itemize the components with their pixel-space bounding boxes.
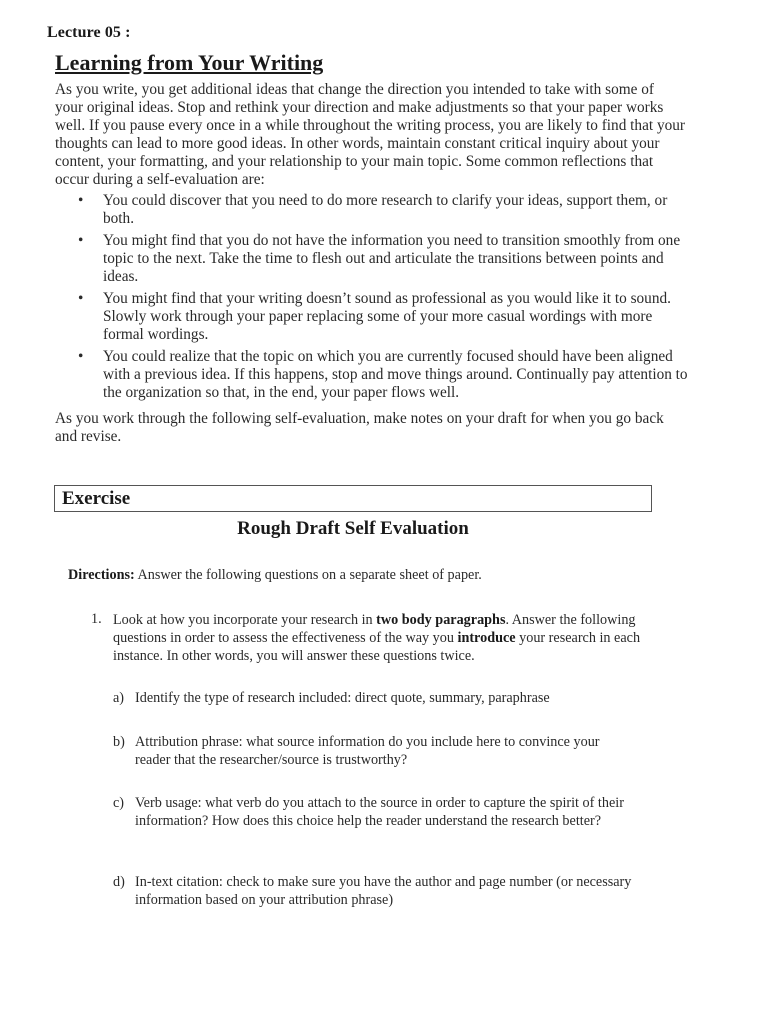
subitem-d xyxy=(113,873,633,909)
subitem-b xyxy=(113,733,633,769)
list-item xyxy=(55,192,695,228)
list-item xyxy=(55,232,695,286)
exercise-label: Exercise xyxy=(62,488,131,509)
page-title: Learning from Your Writing xyxy=(55,50,324,75)
exercise-title: Rough Draft Self Evaluation xyxy=(237,518,469,539)
subitem-letter: a) xyxy=(113,690,125,706)
list-item-text: You might find that you do not have the information you need to transition smoothly from one topic to the next. Take the time to flesh out and articulate the transitions between points and ideas. xyxy=(103,232,681,285)
closing-paragraph: As you work through the following self-evaluation, make notes on your draft for when you go back and revise. xyxy=(55,410,664,445)
list-item-text: You might find that your writing doesn’t sound as professional as you would like it to sound. Slowly work through your paper replacing some of your more casual wordings with more formal wordings. xyxy=(103,290,671,343)
directions-text: Answer the following questions on a separate sheet of paper. xyxy=(134,567,482,583)
exercise-header-box xyxy=(54,485,652,512)
directions-label: Directions: xyxy=(68,567,135,583)
bullet-icon: • xyxy=(78,232,84,249)
list-item-text: You could discover that you need to do more research to clarify your ideas, support them, or both. xyxy=(103,192,668,227)
subitem-letter: c) xyxy=(113,795,125,811)
bullet-icon: • xyxy=(78,290,84,307)
subitem-letter: b) xyxy=(113,734,125,750)
bullet-icon: • xyxy=(78,192,84,209)
subitem-text: Verb usage: what verb do you attach to the source in order to capture the spirit of their information? How does this choice help the reader understand the research better? xyxy=(135,795,624,829)
directions xyxy=(68,567,482,584)
lecture-label: Lecture 05 : xyxy=(47,24,131,41)
question-emphasis-body-paragraphs: two body paragraphs xyxy=(376,612,506,628)
subitem-text: In-text citation: check to make sure you have the author and page number (or necessary information based on your attribution phrase) xyxy=(135,874,632,908)
bullet-icon: • xyxy=(78,348,84,365)
reflection-list xyxy=(55,192,695,406)
question-text-part: Look at how you incorporate your research in xyxy=(113,612,377,628)
subitem-text: Attribution phrase: what source information do you include here to convince your reader that the researcher/source is trustworthy? xyxy=(135,734,600,768)
subitem-c xyxy=(113,794,633,830)
intro-paragraph: As you write, you get additional ideas that change the direction you intended to take with some of your original ideas. Stop and rethink your direction and make adjustments so that your paper works well. If you pause every once in a while throughout the writing process, you are likely to find that your thoughts can lead to more good ideas. In other words, maintain constant critical inquiry about your content, your formatting, and your relationship to your main topic. Some common reflections that occur during a self-evaluation are: xyxy=(55,81,685,188)
question-number: 1. xyxy=(91,611,102,627)
subitem-letter: d) xyxy=(113,874,125,890)
list-item xyxy=(55,290,695,344)
list-item xyxy=(55,348,695,402)
question-text xyxy=(113,611,643,665)
subitem-a xyxy=(113,689,633,707)
question-text-part: your research in each instance. In other words, you will answer these questions twice. xyxy=(113,630,641,664)
question-text-part: . Answer the following questions in order to assess the effectiveness of the way you xyxy=(113,612,636,646)
list-item-text: You could realize that the topic on which you are currently focused should have been aligned with a previous idea. If this happens, stop and move things around. Continually pay attention to the organization so that, in the end, your paper flows well. xyxy=(103,348,688,401)
subitem-text: Identify the type of research included: direct quote, summary, paraphrase xyxy=(135,690,550,706)
question-emphasis-introduce: introduce xyxy=(457,630,516,646)
